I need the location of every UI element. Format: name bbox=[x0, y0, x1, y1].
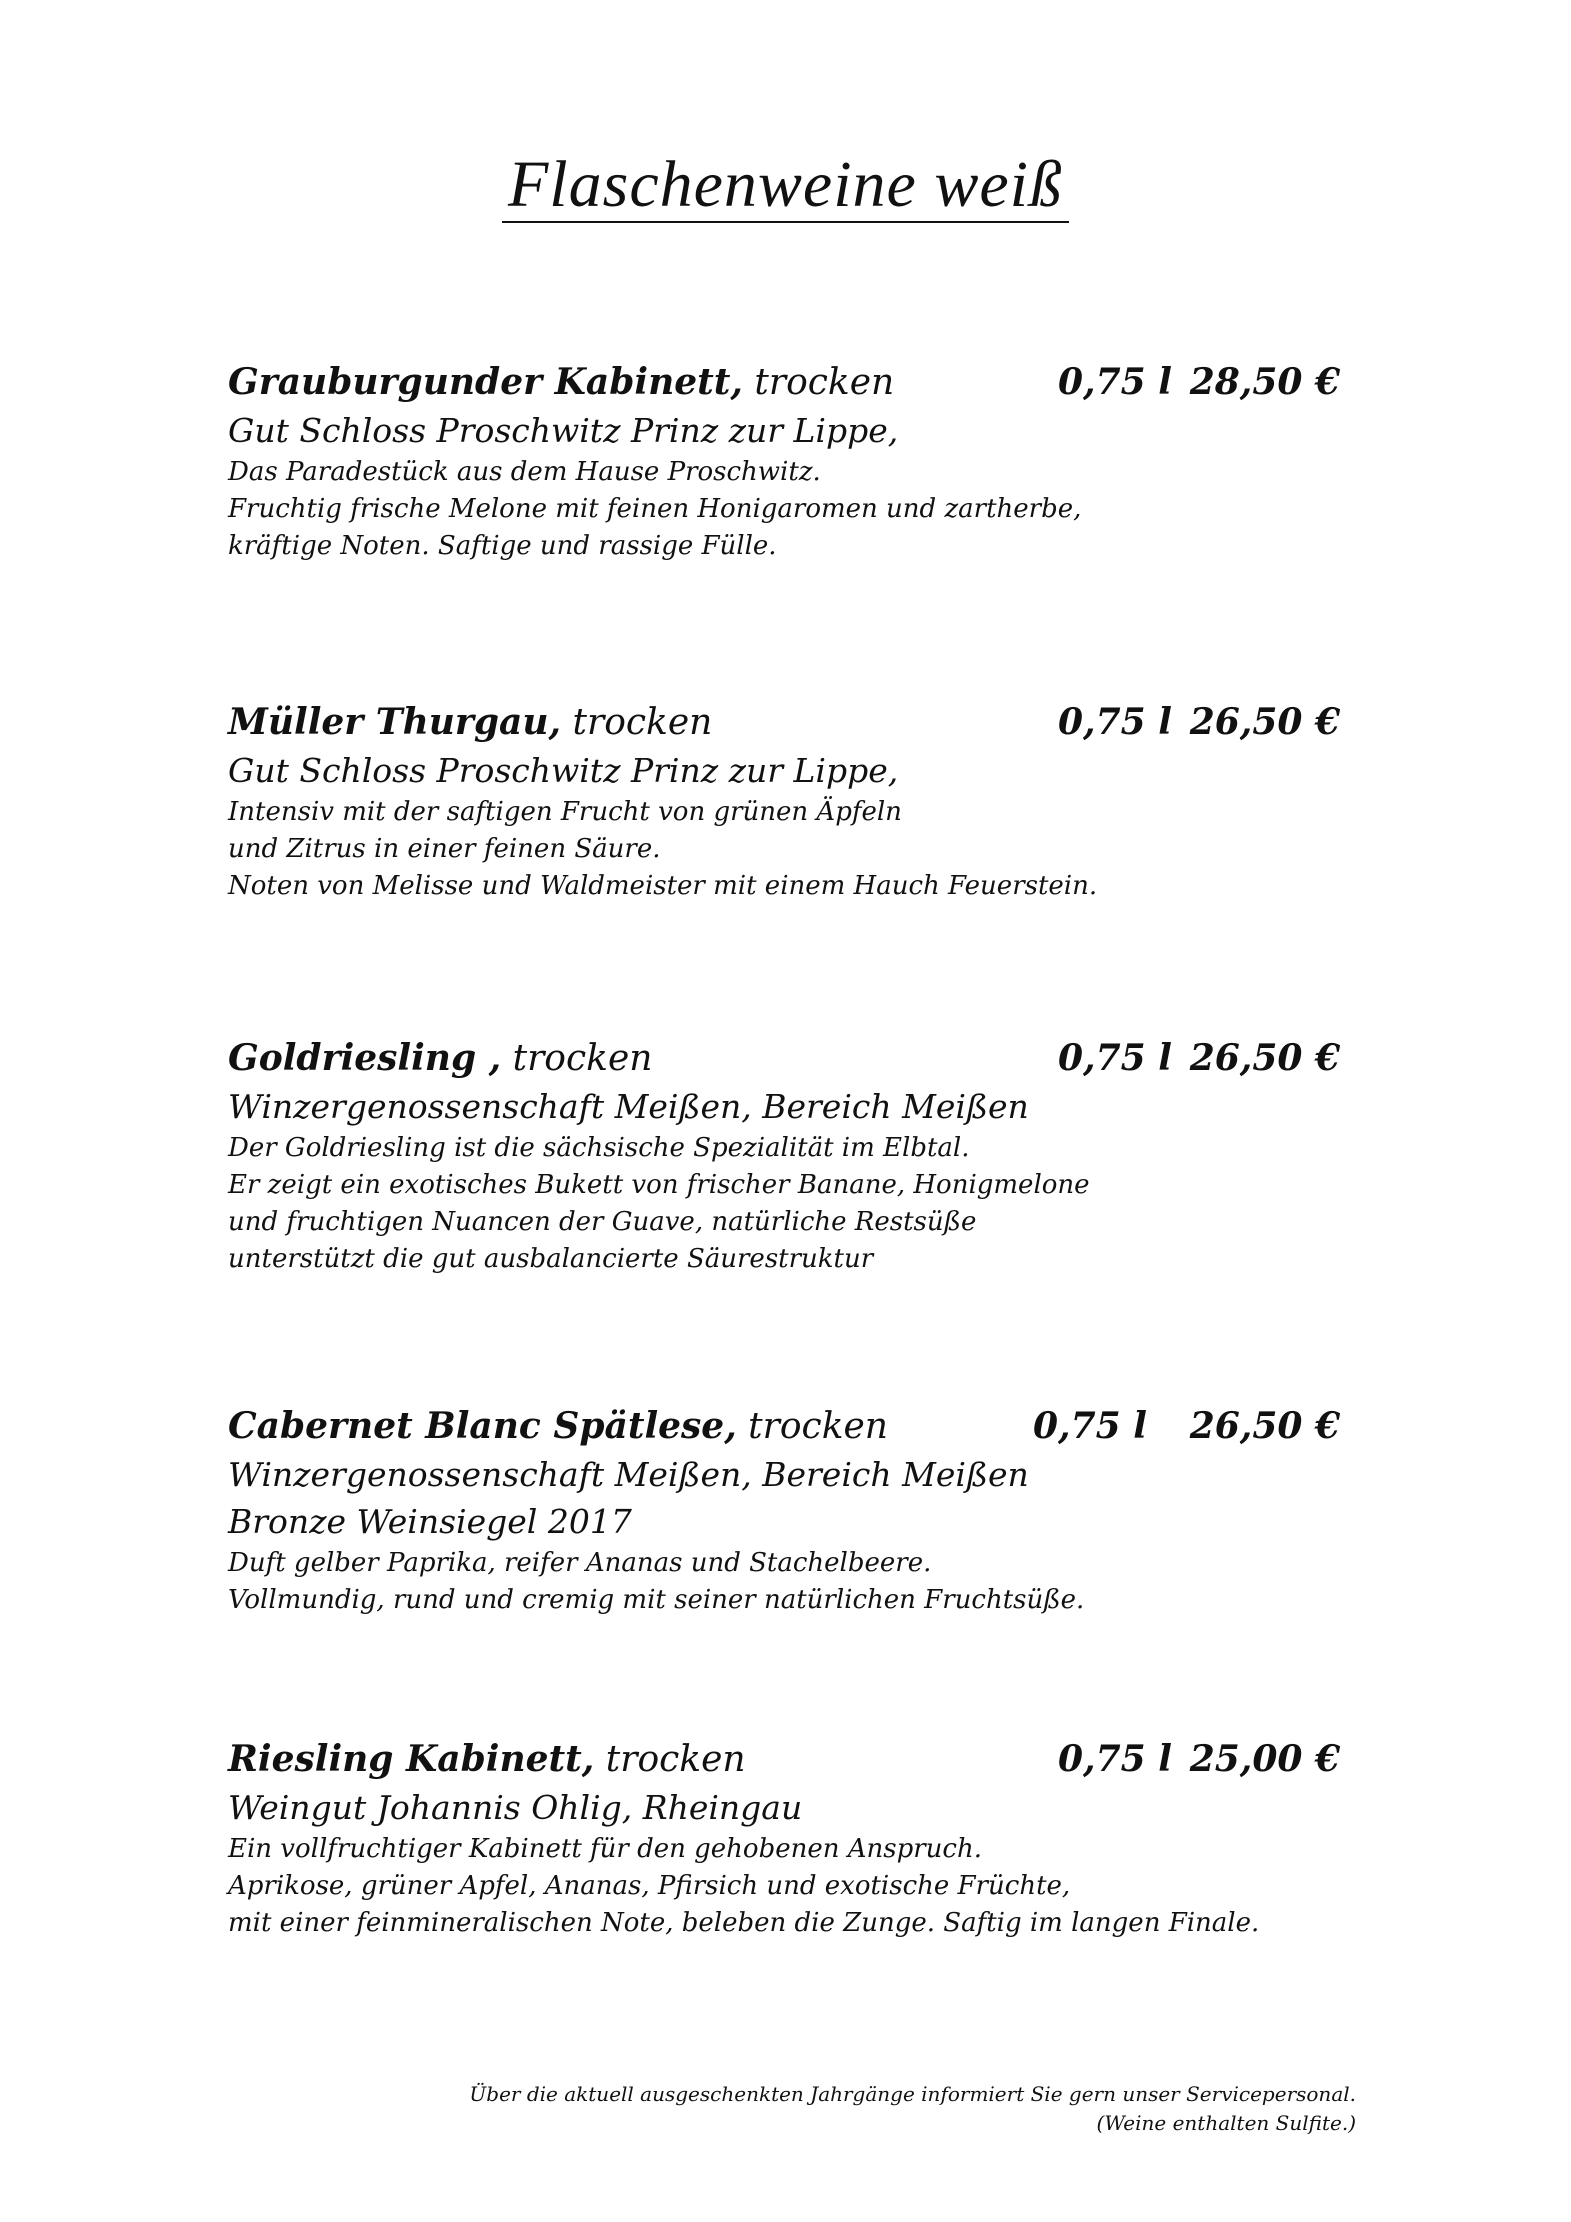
wine-producer: Winzergenossenschaft Meißen, Bereich Meißen bbox=[228, 1455, 1029, 1494]
wine-style: trocken bbox=[501, 1038, 653, 1079]
wine-name: Goldriesling , bbox=[228, 1037, 502, 1079]
wine-description-line: Noten von Melisse und Waldmeister mit einem Hauch Feuerstein. bbox=[228, 871, 1098, 901]
wine-producer: Winzergenossenschaft Meißen, Bereich Meißen bbox=[228, 1087, 1029, 1126]
wine-description-line: kräftige Noten. Saftige und rassige Fülle. bbox=[228, 531, 777, 561]
wine-price: 26,50 € bbox=[1189, 1037, 1340, 1079]
wine-name-line bbox=[228, 702, 712, 743]
wine-style: trocken bbox=[736, 1406, 888, 1447]
wine-price: 28,50 € bbox=[1189, 361, 1340, 403]
wine-style: trocken bbox=[561, 702, 713, 743]
wine-name: Riesling Kabinett, bbox=[228, 1738, 595, 1780]
wine-description-line: Ein vollfruchtiger Kabinett für den gehobenen Anspruch. bbox=[228, 1834, 982, 1864]
wine-description-line: mit einer feinmineralischen Note, beleben die Zunge. Saftig im langen Finale. bbox=[228, 1908, 1260, 1938]
wine-description-line: Duft gelber Paprika, reifer Ananas und Stachelbeere. bbox=[228, 1548, 932, 1578]
wine-description-line: Vollmundig, rund und cremig mit seiner natürlichen Fruchtsüße. bbox=[228, 1585, 1085, 1615]
wine-entry-riesling bbox=[228, 1734, 1348, 1942]
wine-description-line: Der Goldriesling ist die sächsische Spezialität im Elbtal. bbox=[228, 1133, 970, 1163]
wine-volume: 0,75 l bbox=[1058, 701, 1172, 743]
wine-producer: Weingut Johannis Ohlig, Rheingau bbox=[228, 1788, 803, 1827]
wine-description-line: Intensiv mit der saftigen Frucht von grünen Äpfeln bbox=[228, 797, 902, 827]
wine-volume: 0,75 l bbox=[1058, 1738, 1172, 1780]
wine-header-row bbox=[228, 357, 1348, 407]
wine-header-row bbox=[228, 1401, 1348, 1451]
footer-sulfite-note: (Weine enthalten Sulfite.) bbox=[1096, 2111, 1356, 2135]
wine-description-line: Das Paradestück aus dem Hause Proschwitz. bbox=[228, 457, 821, 487]
wine-entry-goldriesling bbox=[228, 1033, 1348, 1278]
wine-description-line: Aprikose, grüner Apfel, Ananas, Pfirsich und exotische Früchte, bbox=[228, 1871, 1071, 1901]
wine-name-line bbox=[228, 362, 894, 403]
wine-award: Bronze Weinsiegel 2017 bbox=[228, 1502, 632, 1541]
wine-entry-cabernet-blanc bbox=[228, 1401, 1348, 1619]
wine-volume: 0,75 l bbox=[1058, 1037, 1172, 1079]
wine-description-line: Fruchtig frische Melone mit feinen Honigaromen und zartherbe, bbox=[228, 494, 1082, 524]
page-title: Flaschenweine weiß bbox=[502, 150, 1069, 223]
wine-producer: Gut Schloss Proschwitz Prinz zur Lippe, bbox=[228, 411, 899, 450]
wine-name: Müller Thurgau, bbox=[228, 701, 562, 743]
wine-name: Cabernet Blanc Spätlese, bbox=[228, 1405, 737, 1447]
footer-note bbox=[469, 2080, 1356, 2138]
wine-price: 26,50 € bbox=[1189, 1405, 1340, 1447]
wine-volume: 0,75 l bbox=[1058, 361, 1172, 403]
title-container bbox=[0, 150, 1571, 223]
wine-name-line bbox=[228, 1406, 888, 1447]
wine-header-row bbox=[228, 1734, 1348, 1784]
wine-name-line bbox=[228, 1739, 746, 1780]
wine-price: 25,00 € bbox=[1189, 1738, 1340, 1780]
wine-description-line: und Zitrus in einer feinen Säure. bbox=[228, 834, 661, 864]
wine-producer: Gut Schloss Proschwitz Prinz zur Lippe, bbox=[228, 751, 899, 790]
wine-header-row bbox=[228, 697, 1348, 747]
wine-header-row bbox=[228, 1033, 1348, 1083]
wine-entry-mueller-thurgau bbox=[228, 697, 1348, 905]
wine-description-line: Er zeigt ein exotisches Bukett von frischer Banane, Honigmelone bbox=[228, 1170, 1090, 1200]
wine-price: 26,50 € bbox=[1189, 701, 1340, 743]
wine-volume: 0,75 l bbox=[1033, 1405, 1147, 1447]
wine-style: trocken bbox=[742, 362, 895, 403]
wine-description-line: und fruchtigen Nuancen der Guave, natürliche Restsüße bbox=[228, 1207, 977, 1237]
wine-name-line bbox=[228, 1038, 652, 1079]
wine-description-line: unterstützt die gut ausbalancierte Säurestruktur bbox=[228, 1244, 874, 1274]
wine-name: Grauburgunder Kabinett, bbox=[228, 361, 743, 403]
wine-style: trocken bbox=[594, 1739, 746, 1780]
footer-vintage-note: Über die aktuell ausgeschenkten Jahrgänge informiert Sie gern unser Servicepersonal. bbox=[469, 2082, 1356, 2106]
wine-entry-grauburgunder bbox=[228, 357, 1348, 565]
